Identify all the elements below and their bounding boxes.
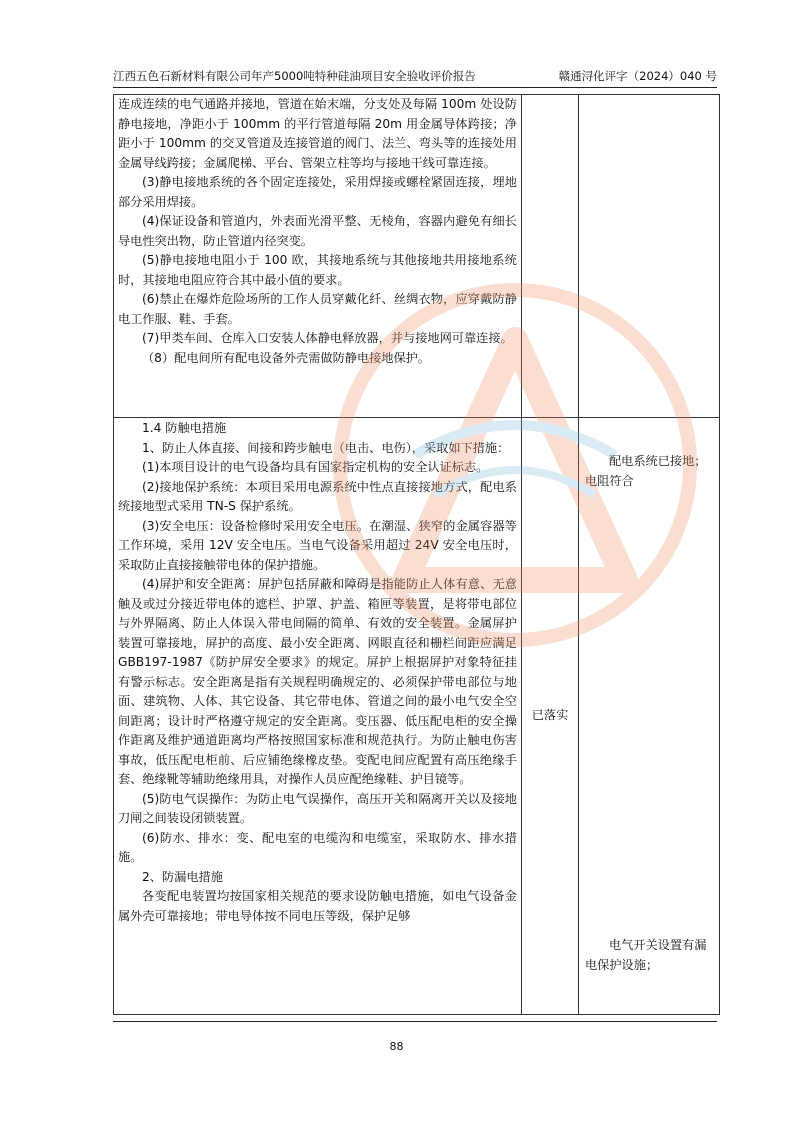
header-report-number: 赣通浔化评字（2024）040 号 — [558, 69, 717, 83]
section-heading: 1.4 防触电措施 — [142, 421, 227, 435]
header-report-title: 江西五色石新材料有限公司年产5000吨特种硅油项目安全验收评价报告 — [113, 69, 476, 83]
table-row — [114, 95, 720, 418]
paragraph: (6)禁止在爆炸危险场所的工作人员穿戴化纤、丝绸衣物，应穿戴防静电工作服、鞋、手套。 — [118, 292, 517, 326]
paragraph: (4)保证设备和管道内，外表面光滑平整、无棱角，容器内避免有细长导电性突出物，防止管道内径突变。 — [118, 214, 517, 248]
header-rule — [113, 87, 717, 88]
paragraph: (1)本项目设计的电气设备均具有国家指定机构的安全认证标志。 — [142, 460, 489, 474]
paragraph: (5)防电气误操作：为防止电气误操作，高压开关和隔离开关以及接地刀闸之间装设闭锁装置。 — [118, 791, 517, 825]
table-row — [114, 418, 720, 1015]
paragraph: (2)接地保护系统：本项目采用电源系统中性点直接接地方式，配电系统接地型式采用 TN-S 保护系统。 — [118, 479, 517, 513]
status-cell — [522, 418, 579, 1015]
measure-cell — [114, 418, 522, 1015]
paragraph: 各变配电装置均按国家相关规范的要求设防触电措施，如电气设备金属外壳可靠接地；带电导体按不同电压等级，保护足够 — [118, 889, 517, 923]
note-cell — [579, 95, 720, 418]
paragraph: (7)甲类车间、仓库入口安装人体静电释放器，并与接地网可靠连接。 — [142, 331, 513, 345]
note-leakage-protection: 电气开关设置有漏电保护设施； — [585, 938, 707, 972]
paragraph: 连成连续的电气通路并接地，管道在始末端，分支处及每隔 100m 处设防静电接地，净距小于 100mm 的平行管道每隔 20m 用金属导体跨接；净距小于 100mm 的交叉管道及连接管道的阀门、法兰、弯头等的连接处用金属导线跨接；金属爬梯、平台、管架立柱等均与接地干线可靠连接。 — [118, 97, 517, 170]
note-grounding: 配电系统已接地；电阻符合 — [585, 454, 707, 488]
acceptance-table — [113, 94, 720, 1015]
status-text: 已落实 — [531, 708, 569, 723]
page-number: 88 — [389, 1040, 404, 1053]
note-cell — [579, 418, 720, 1015]
section-heading: 2、防漏电措施 — [142, 869, 223, 884]
paragraph: (5)静电接地电阻小于 100 欧，其接地系统与其他接地共用接地系统时，其接地电阻应符合其中最小值的要求。 — [118, 253, 517, 287]
paragraph: 1、防止人体直接、间接和跨步触电（电击、电伤），采取如下措施： — [142, 440, 510, 455]
page-header — [113, 68, 717, 86]
paragraph: (3)安全电压：设备检修时采用安全电压。在潮湿、狭窄的金属容器等工作环境，采用 12V 安全电压。当电气设备采用超过 24V 安全电压时，采取防止直接接触带电体的保护措施。 — [118, 518, 517, 572]
footer-rule — [113, 1021, 717, 1022]
paragraph: (3)静电接地系统的各个固定连接处，采用焊接或螺栓紧固连接，埋地部分采用焊接。 — [118, 175, 517, 209]
paragraph: （8）配电间所有配电设备外壳需做防静电接地保护。 — [142, 350, 431, 365]
measure-cell — [114, 95, 522, 418]
status-cell — [522, 95, 579, 418]
paragraph: (6)防水、排水：变、配电室的电缆沟和电缆室，采取防水、排水措施。 — [118, 830, 517, 864]
paragraph: (4)屏护和安全距离：屏护包括屏蔽和障碍是指能防止人体有意、无意触及或过分接近带电体的遮栏、护罩、护盖、箱匣等装置，是将带电部位与外界隔离、防止人体误入带电间隔的简单、有效的安全装置。金属屏护装置可靠接地，屏护的高度、最小安全距离、网眼直径和栅栏间距应满足 GBB197-1987《防护屏安全要求》的规定。屏护上根据屏护对象特征挂有警示标志。安全距离是指有关规程明确规定的、必须保护带电部位与地面、建筑物、人体、其它设备、其它带电体、管道之间的最小电气安全空间距离；设计时严格遵守规定的安全距离。变压器、低压配电柜的安全操作距离及维护通道距离均严格按照国家标准和规范执行。为防止触电伤害事故，低压配电柜前、后应铺绝缘橡皮垫。变配电间应配置有高压绝缘手套、绝缘靴等辅助绝缘用具，对操作人员应配绝缘鞋、护目镜等。 — [118, 577, 517, 786]
